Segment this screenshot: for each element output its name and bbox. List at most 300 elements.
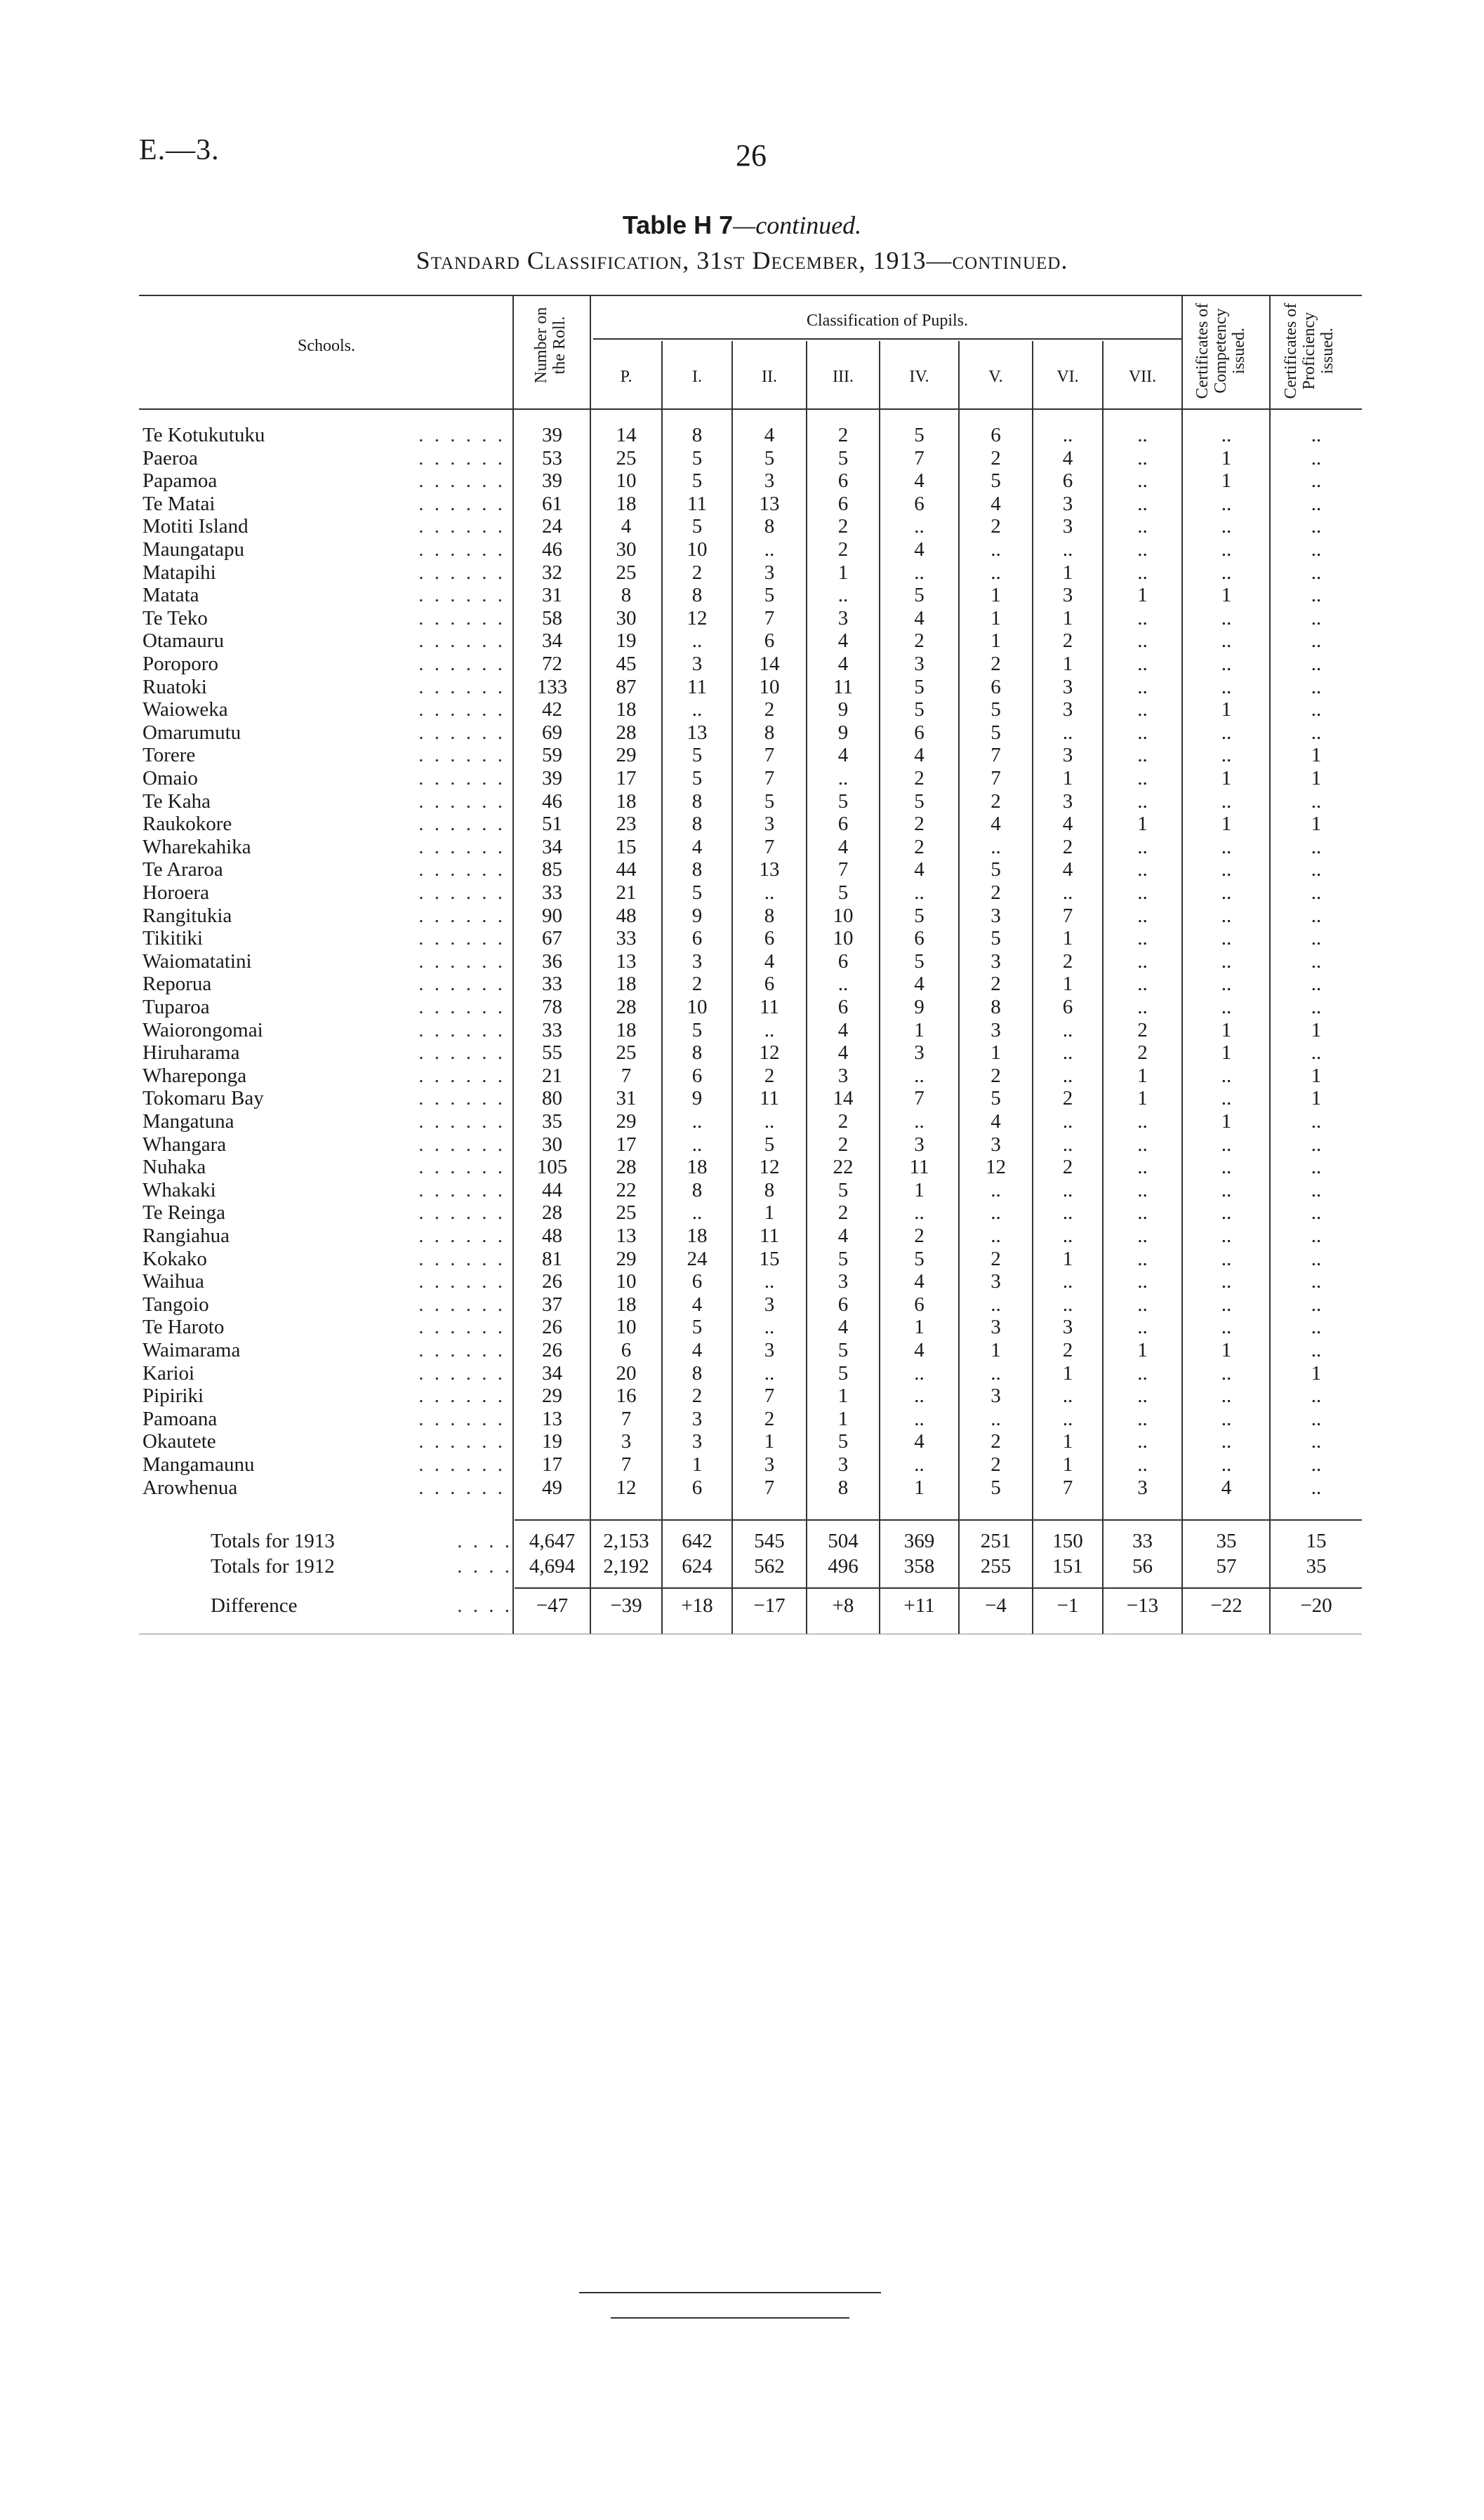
cell-v: 3: [991, 904, 1001, 927]
table-top-rule: [139, 295, 1362, 296]
cell-roll: 33: [542, 881, 562, 904]
table-row: [0, 1453, 1484, 1476]
school-name: Maungatapu: [143, 538, 244, 561]
cell-iv: ..: [914, 1064, 925, 1087]
cell-prof: ..: [1311, 1133, 1322, 1156]
cell-roll: 39: [542, 767, 562, 789]
cell-vi: 3: [1062, 744, 1073, 767]
cell-vi: 3: [1062, 789, 1073, 813]
cell-vii: ..: [1137, 1316, 1148, 1339]
cell-vi: 1: [1062, 1247, 1073, 1270]
col-header-i: I.: [692, 368, 702, 386]
school-name: Tangoio: [143, 1293, 209, 1316]
total-roll: 4,647: [529, 1530, 576, 1552]
school-name: Torere: [143, 744, 196, 767]
leader-dots: . . . . . .: [418, 1361, 505, 1385]
cell-i: 5: [691, 1316, 703, 1339]
school-name: Waimarama: [143, 1339, 241, 1361]
cell-iii: 6: [837, 813, 849, 836]
cell-v: 2: [991, 1430, 1001, 1453]
cell-vii: 2: [1137, 1018, 1148, 1041]
difference-vi: −1: [1056, 1594, 1079, 1617]
leader-dots: . . . . . .: [418, 1178, 505, 1201]
cell-p: 7: [621, 1407, 632, 1430]
cell-v: 2: [991, 1064, 1001, 1087]
cell-p: 33: [616, 927, 637, 950]
school-name: Omaio: [143, 767, 198, 789]
cell-vi: 2: [1062, 949, 1073, 973]
cell-iv: 4: [914, 538, 925, 561]
cell-p: 23: [616, 813, 637, 836]
cell-comp: ..: [1221, 927, 1232, 950]
cell-vi: 1: [1062, 1361, 1073, 1385]
cell-vi: 1: [1062, 927, 1073, 950]
cell-iv: 3: [914, 653, 925, 675]
difference-i: +18: [681, 1594, 713, 1617]
cell-iv: ..: [914, 1453, 925, 1476]
cell-vii: ..: [1137, 767, 1148, 789]
cell-roll: 55: [542, 1041, 562, 1065]
cell-vii: ..: [1137, 744, 1148, 767]
table-row: [0, 607, 1484, 630]
table-row: [0, 698, 1484, 721]
footer-rule: [579, 2292, 881, 2293]
table-row: [0, 1110, 1484, 1133]
cell-v: 5: [991, 698, 1001, 721]
leader-dots: . . . . . .: [418, 653, 505, 675]
cell-vi: ..: [1062, 1385, 1073, 1408]
cell-prof: ..: [1311, 492, 1322, 515]
cell-iii: 4: [837, 1041, 849, 1065]
cell-v: 3: [991, 1270, 1001, 1293]
cell-p: 21: [616, 881, 637, 904]
cell-comp: ..: [1221, 721, 1232, 744]
cell-p: 25: [616, 1201, 637, 1225]
cell-p: 7: [621, 1064, 632, 1087]
cell-ii: 6: [764, 973, 775, 996]
cell-iv: 6: [914, 927, 925, 950]
cell-i: 6: [691, 927, 703, 950]
leader-dots: . . . . . .: [418, 1430, 505, 1453]
cell-comp: ..: [1221, 1156, 1232, 1179]
cell-ii: 4: [764, 949, 775, 973]
cell-vi: ..: [1062, 424, 1073, 446]
difference-prof: −20: [1300, 1594, 1332, 1617]
cell-prof: ..: [1311, 629, 1322, 653]
cell-p: 48: [616, 904, 637, 927]
cell-iii: 5: [837, 1178, 849, 1201]
cell-i: 24: [687, 1247, 708, 1270]
cell-comp: ..: [1221, 538, 1232, 561]
cell-v: ..: [991, 538, 1001, 561]
totals-label: Totals for 1912: [211, 1555, 335, 1578]
leader-dots: . . . . . .: [418, 561, 505, 584]
cell-roll: 33: [542, 973, 562, 996]
cell-prof: 1: [1311, 767, 1322, 789]
cell-v: 4: [991, 1110, 1001, 1133]
cell-iii: ..: [837, 767, 849, 789]
cell-ii: 8: [764, 515, 775, 538]
leader-dots: . . . . . .: [418, 1133, 505, 1156]
cell-prof: ..: [1311, 1247, 1322, 1270]
cell-comp: ..: [1221, 675, 1232, 698]
leader-dots: . . . . . .: [418, 973, 505, 996]
school-name: Karioi: [143, 1361, 195, 1385]
cell-iv: 2: [914, 767, 925, 789]
totals-row: [0, 1555, 1484, 1580]
cell-roll: 34: [542, 835, 562, 858]
cell-p: 30: [616, 538, 637, 561]
cell-iv: ..: [914, 1385, 925, 1408]
cell-iv: 3: [914, 1041, 925, 1065]
table-row: [0, 1201, 1484, 1225]
cell-vii: 3: [1137, 1476, 1148, 1499]
cell-iv: 5: [914, 584, 925, 607]
total-ii: 545: [754, 1530, 785, 1552]
cell-iv: 2: [914, 835, 925, 858]
school-name: Tikitiki: [143, 927, 203, 950]
cell-roll: 19: [542, 1430, 562, 1453]
cell-vii: ..: [1137, 1385, 1148, 1408]
cell-prof: ..: [1311, 653, 1322, 675]
cell-comp: 1: [1221, 469, 1232, 493]
table-row: [0, 1339, 1484, 1362]
table-row: [0, 836, 1484, 859]
cell-v: ..: [991, 1225, 1001, 1247]
cell-iv: ..: [914, 1407, 925, 1430]
cell-comp: ..: [1221, 1133, 1232, 1156]
col-header-iv: IV.: [909, 368, 929, 386]
cell-p: 45: [616, 653, 637, 675]
cell-ii: 5: [764, 446, 775, 469]
school-name: Whareponga: [143, 1064, 247, 1087]
cell-iv: 2: [914, 813, 925, 836]
cell-comp: ..: [1221, 858, 1232, 881]
cell-roll: 35: [542, 1110, 562, 1133]
table-title: [0, 211, 1484, 240]
cell-ii: ..: [764, 1361, 775, 1385]
cell-iv: 6: [914, 721, 925, 744]
cell-i: 8: [691, 424, 703, 446]
school-name: Tokomaru Bay: [143, 1087, 264, 1110]
cell-ii: 5: [764, 789, 775, 813]
cell-vii: ..: [1137, 653, 1148, 675]
cell-prof: ..: [1311, 904, 1322, 927]
cell-comp: ..: [1221, 1293, 1232, 1316]
cell-roll: 28: [542, 1201, 562, 1225]
cell-vi: ..: [1062, 538, 1073, 561]
cell-roll: 58: [542, 606, 562, 629]
difference-label: Difference: [211, 1594, 298, 1617]
cell-ii: 8: [764, 721, 775, 744]
cell-roll: 72: [542, 653, 562, 675]
cell-iii: 3: [837, 1453, 849, 1476]
table-row: [0, 1476, 1484, 1500]
totals-top-rule: [515, 1519, 1362, 1521]
cell-i: 4: [691, 1293, 703, 1316]
cell-v: 2: [991, 1247, 1001, 1270]
cell-p: 28: [616, 721, 637, 744]
cell-comp: ..: [1221, 904, 1232, 927]
cell-i: ..: [691, 1110, 703, 1133]
cell-vi: ..: [1062, 1293, 1073, 1316]
cell-vi: ..: [1062, 1407, 1073, 1430]
cell-iv: 1: [914, 1316, 925, 1339]
cell-prof: ..: [1311, 1476, 1322, 1499]
cell-comp: ..: [1221, 1064, 1232, 1087]
cell-ii: 8: [764, 1178, 775, 1201]
cell-iv: 4: [914, 973, 925, 996]
cell-i: ..: [691, 629, 703, 653]
cell-iv: 7: [914, 1087, 925, 1110]
cell-prof: ..: [1311, 515, 1322, 538]
cell-prof: ..: [1311, 996, 1322, 1018]
cell-v: 2: [991, 789, 1001, 813]
leader-dots: . . . . . .: [418, 1339, 505, 1361]
school-name: Whakaki: [143, 1178, 216, 1201]
cell-vii: ..: [1137, 996, 1148, 1018]
leader-dots: . . . . . .: [418, 1064, 505, 1087]
school-name: Hiruharama: [143, 1041, 240, 1065]
cell-vii: ..: [1137, 675, 1148, 698]
leader-dots: . . . . . .: [418, 1110, 505, 1133]
cell-v: 5: [991, 858, 1001, 881]
cell-iii: 22: [833, 1156, 854, 1179]
leader-dots: . . . . . .: [418, 1476, 505, 1499]
cell-vi: 6: [1062, 996, 1073, 1018]
cell-vi: 3: [1062, 1316, 1073, 1339]
cell-comp: 1: [1221, 813, 1232, 836]
cell-vi: ..: [1062, 1133, 1073, 1156]
cell-vii: ..: [1137, 904, 1148, 927]
cell-ii: 3: [764, 1339, 775, 1361]
cell-vii: 1: [1137, 584, 1148, 607]
cell-prof: ..: [1311, 1316, 1322, 1339]
cell-iii: 10: [833, 904, 854, 927]
cell-iii: 2: [837, 1201, 849, 1225]
col-header-ii: II.: [762, 368, 777, 386]
cell-iii: ..: [837, 584, 849, 607]
cell-v: 12: [986, 1156, 1006, 1179]
cell-v: 3: [991, 1133, 1001, 1156]
school-name: Whangara: [143, 1133, 227, 1156]
cell-iv: ..: [914, 881, 925, 904]
cell-vi: 6: [1062, 469, 1073, 493]
cell-vi: ..: [1062, 1201, 1073, 1225]
cell-iii: 5: [837, 1247, 849, 1270]
cell-vi: ..: [1062, 1064, 1073, 1087]
cell-vi: 3: [1062, 584, 1073, 607]
difference-row: [0, 1594, 1484, 1620]
leader-dots: . . . . . .: [418, 744, 505, 767]
cell-i: 4: [691, 1339, 703, 1361]
cell-comp: ..: [1221, 1087, 1232, 1110]
table-row: [0, 744, 1484, 767]
cell-prof: 1: [1311, 1087, 1322, 1110]
school-name: Poroporo: [143, 653, 218, 675]
cell-vi: 1: [1062, 1453, 1073, 1476]
table-row: [0, 927, 1484, 950]
table-row: [0, 1087, 1484, 1110]
cell-roll: 21: [542, 1064, 562, 1087]
cell-comp: ..: [1221, 492, 1232, 515]
cell-i: 18: [687, 1225, 708, 1247]
school-name: Wharekahika: [143, 835, 251, 858]
cell-i: 8: [691, 584, 703, 607]
cell-ii: 2: [764, 1407, 775, 1430]
cell-iv: 3: [914, 1133, 925, 1156]
cell-roll: 26: [542, 1316, 562, 1339]
cell-p: 18: [616, 1293, 637, 1316]
leader-dots: . . . . . .: [418, 904, 505, 927]
cell-iv: 6: [914, 492, 925, 515]
cell-i: 5: [691, 744, 703, 767]
table-id: Table H 7: [622, 211, 734, 239]
cell-comp: ..: [1221, 744, 1232, 767]
leader-dots: . . . . . .: [418, 835, 505, 858]
cell-vi: ..: [1062, 721, 1073, 744]
total-i: 642: [682, 1530, 713, 1552]
table-row: [0, 721, 1484, 745]
cell-comp: ..: [1221, 835, 1232, 858]
table-row: [0, 881, 1484, 905]
leader-dots: . . . . . .: [418, 492, 505, 515]
table-row: [0, 1293, 1484, 1316]
cell-i: 3: [691, 653, 703, 675]
cell-ii: ..: [764, 538, 775, 561]
cell-p: 13: [616, 949, 637, 973]
cell-comp: ..: [1221, 606, 1232, 629]
cell-comp: ..: [1221, 1247, 1232, 1270]
cell-vii: ..: [1137, 1247, 1148, 1270]
cell-prof: ..: [1311, 1110, 1322, 1133]
leader-dots: . . . . . .: [418, 1201, 505, 1225]
cell-i: 5: [691, 767, 703, 789]
cell-iii: 10: [833, 927, 854, 950]
cell-prof: ..: [1311, 1225, 1322, 1247]
table-row: [0, 1019, 1484, 1042]
cell-vii: ..: [1137, 835, 1148, 858]
cell-prof: ..: [1311, 584, 1322, 607]
cell-vii: 2: [1137, 1041, 1148, 1065]
school-name: Horoera: [143, 881, 210, 904]
cell-iii: 3: [837, 606, 849, 629]
cell-iii: 2: [837, 1133, 849, 1156]
cell-vi: ..: [1062, 881, 1073, 904]
cell-iii: 6: [837, 469, 849, 493]
cell-p: 30: [616, 606, 637, 629]
cell-v: 3: [991, 949, 1001, 973]
cell-p: 17: [616, 1133, 637, 1156]
cell-vii: ..: [1137, 629, 1148, 653]
cell-comp: 1: [1221, 584, 1232, 607]
cell-i: 9: [691, 904, 703, 927]
cell-i: 8: [691, 1041, 703, 1065]
total-roll: 4,694: [529, 1555, 576, 1578]
cell-comp: 1: [1221, 1110, 1232, 1133]
cell-ii: 13: [759, 492, 780, 515]
cell-vii: ..: [1137, 1361, 1148, 1385]
cell-i: 8: [691, 1361, 703, 1385]
cell-comp: ..: [1221, 881, 1232, 904]
cell-prof: ..: [1311, 469, 1322, 493]
cell-comp: ..: [1221, 1316, 1232, 1339]
cell-vi: 1: [1062, 767, 1073, 789]
cell-p: 87: [616, 675, 637, 698]
proficiency-column-header: Certificates of Proficiency issued.: [1282, 302, 1337, 399]
cell-vii: 1: [1137, 1339, 1148, 1361]
total-vi: 150: [1052, 1530, 1083, 1552]
cell-prof: ..: [1311, 424, 1322, 446]
cell-ii: 14: [759, 653, 780, 675]
cell-iii: 11: [833, 675, 853, 698]
cell-iv: 5: [914, 949, 925, 973]
cell-vii: ..: [1137, 1225, 1148, 1247]
cell-iii: 14: [833, 1087, 854, 1110]
cell-iii: 5: [837, 1430, 849, 1453]
cell-v: 5: [991, 1476, 1001, 1499]
leader-dots: . . . . . .: [418, 813, 505, 836]
cell-vi: 2: [1062, 1156, 1073, 1179]
leader-dots: . . . . . .: [418, 675, 505, 698]
cell-v: 4: [991, 492, 1001, 515]
cell-iii: 3: [837, 1064, 849, 1087]
leader-dots: . . . .: [457, 1594, 512, 1617]
total-comp: 35: [1216, 1530, 1237, 1552]
cell-ii: 12: [759, 1041, 780, 1065]
cell-i: 9: [691, 1087, 703, 1110]
cell-ii: 7: [764, 606, 775, 629]
table-row: [0, 1225, 1484, 1248]
cell-iii: 4: [837, 835, 849, 858]
cell-iii: 1: [837, 1385, 849, 1408]
table-row: [0, 790, 1484, 813]
cell-iii: 5: [837, 789, 849, 813]
cell-iii: 5: [837, 1361, 849, 1385]
page-number: 26: [736, 138, 767, 173]
table-row: [0, 767, 1484, 790]
cell-vii: ..: [1137, 1430, 1148, 1453]
total-prof: 15: [1306, 1530, 1327, 1552]
cell-prof: ..: [1311, 927, 1322, 950]
cell-vi: 1: [1062, 606, 1073, 629]
cell-prof: ..: [1311, 1201, 1322, 1225]
cell-vii: ..: [1137, 1453, 1148, 1476]
cell-ii: 7: [764, 744, 775, 767]
leader-dots: . . . . . .: [418, 1270, 505, 1293]
cell-ii: 5: [764, 1133, 775, 1156]
cell-p: 10: [616, 469, 637, 493]
cell-vi: 1: [1062, 561, 1073, 584]
cell-iv: 9: [914, 996, 925, 1018]
table-row: [0, 493, 1484, 516]
total-vii: 56: [1132, 1555, 1153, 1578]
cell-v: ..: [991, 1201, 1001, 1225]
cell-vii: ..: [1137, 561, 1148, 584]
cell-p: 22: [616, 1178, 637, 1201]
cell-v: 6: [991, 675, 1001, 698]
total-v: 251: [980, 1530, 1012, 1552]
cell-roll: 42: [542, 698, 562, 721]
cell-prof: ..: [1311, 1385, 1322, 1408]
cell-iii: 2: [837, 538, 849, 561]
cell-comp: ..: [1221, 1225, 1232, 1247]
cell-i: 3: [691, 1407, 703, 1430]
cell-p: 28: [616, 1156, 637, 1179]
total-prof: 35: [1306, 1555, 1327, 1578]
cell-vi: ..: [1062, 1225, 1073, 1247]
cell-comp: ..: [1221, 949, 1232, 973]
